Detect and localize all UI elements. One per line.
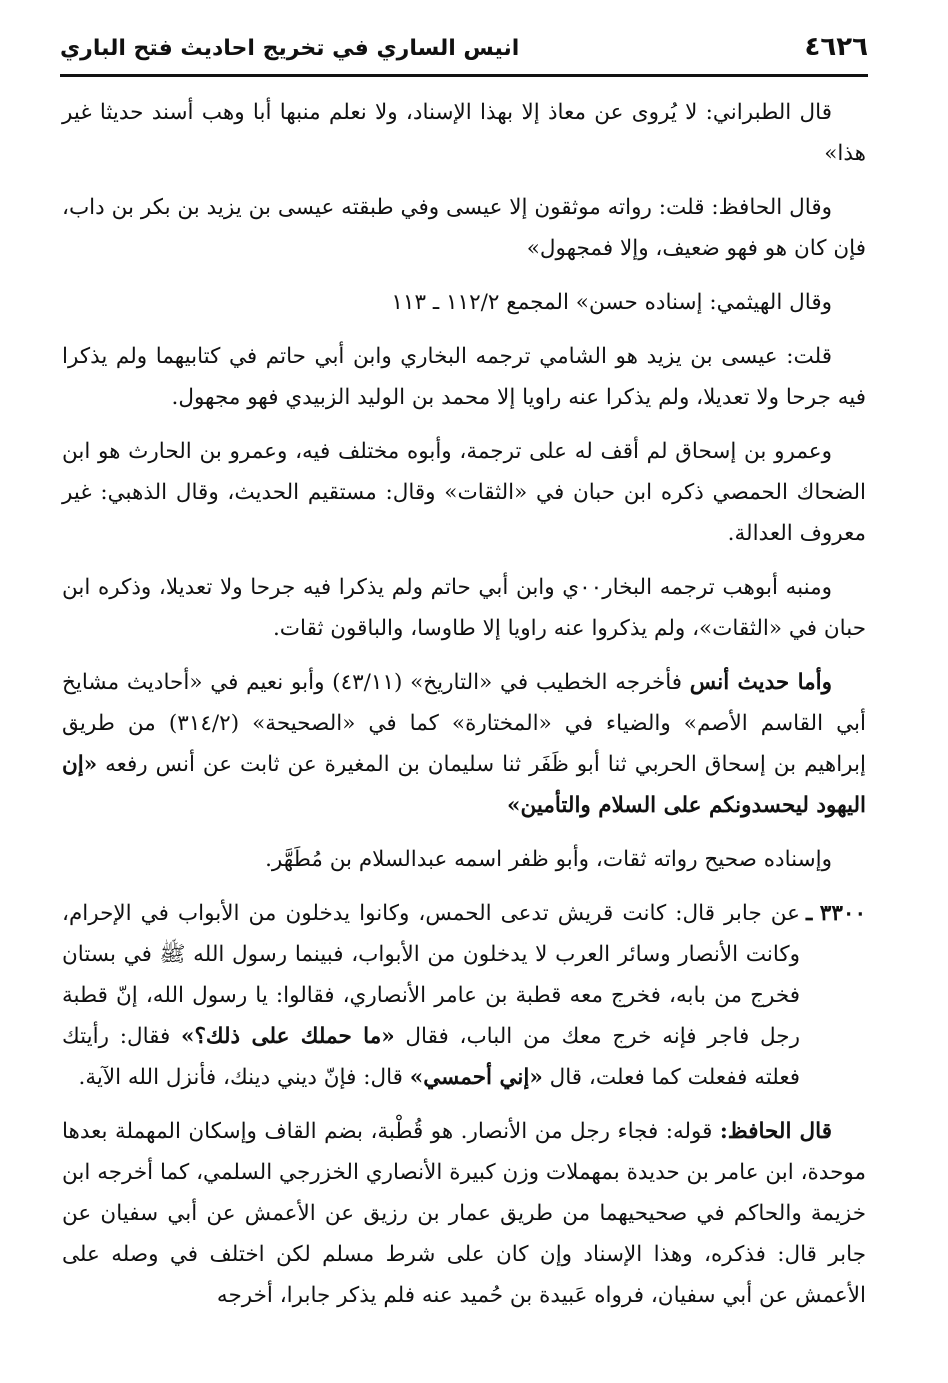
paragraph-amr-bin-ishaq: [62, 431, 866, 554]
paragraph-text: وعمرو بن إسحاق لم أقف له على ترجمة، وأبوه مختلف فيه، وعمرو بن الحارث هو ابن الضحاك الحمصي ذكره ابن حبان في «الثقات» وقال: مستقيم الحديث، وقال الذهبي: غير معروف العدالة.: [62, 439, 866, 546]
paragraph-isa-bin-yazid: [62, 336, 866, 418]
paragraph-isnad-sahih: [62, 839, 866, 880]
paragraph-hafiz-commentary: [62, 1111, 866, 1316]
paragraph-lead: وأما حديث أنس: [689, 670, 833, 695]
paragraph-text: قوله: فجاء رجل من الأنصار. هو قُطْبة، بضم القاف وإسكان المهملة بعدها موحدة، ابن عامر بن حديدة بمهملات وزن كبيرة الأنصاري الخزرجي السلمي، كما أخرجه ابن خزيمة والحاكم في صحيحيهما من طريق عمار بن رزيق عن الأعمش عن أبي سفيان عن جابر قال: فذكره، وهذا الإسناد وإن كان على شرط مسلم لكن اختلف في وصله على الأعمش عن أبي سفيان، فرواه عَبيدة بن حُميد عنه فلم يذكر جابرا، أخرجه: [62, 1119, 866, 1308]
page-number: ٤٦٢٦: [804, 32, 868, 62]
paragraph-text: وقال الهيثمي: إسناده حسن» المجمع ١١٢/٢ ـ ١١٣: [391, 290, 832, 315]
prophet-quote: «إني أحمسي»: [409, 1065, 543, 1090]
hadith-text-part: عن جابر قال: كانت قريش تدعى الحمس، وكانوا يدخلون من الأبواب في الإحرام، وكانت الأنصار وسائر العرب لا يدخلون من الأبواب، فبينما رسول الله ﷺ في بستان فخرج من بابه، فخرج معه قطبة بن عامر الأنصاري، فقالوا: يا رسول الله، إنّ قطبة رجل فاجر فإنه خرج معك من الباب، فقال: [62, 901, 800, 1049]
hadith-text-part: قال: فإنّ ديني دينك، فأنزل الله الآية.: [78, 1065, 410, 1090]
hadith-text-part: فقال: رأيتك فعلته ففعلت كما فعلت، قال: [62, 1024, 800, 1090]
paragraph-tabarani: [62, 92, 866, 174]
book-title: انيس الساري في تخريج احاديث فتح الباري: [60, 36, 520, 61]
hadith-entry: [62, 893, 866, 1098]
paragraph-lead: قال الحافظ:: [719, 1119, 832, 1144]
prophet-quote: «ما حملك على ذلك؟»: [181, 1024, 395, 1049]
running-header: [60, 32, 868, 77]
hadith-quote: «إن اليهود ليحسدونكم على السلام والتأمين»: [62, 752, 866, 818]
page-body: [62, 92, 866, 1329]
paragraph-text: قلت: عيسى بن يزيد هو الشامي ترجمه البخاري وابن أبي حاتم في كتابيهما ولم يذكرا فيه جرحا ولا تعديلا، ولم يذكرا عنه راويا إلا محمد بن الوليد الزبيدي فهو مجهول.: [62, 344, 866, 410]
paragraph-text: وقال الحافظ: قلت: رواته موثقون إلا عيسى وفي طبقته عيسى بن يزيد بن بكر بن داب، فإن كان هو فهو ضعيف، وإلا فمجهول»: [62, 195, 866, 261]
paragraph-anas-hadith: [62, 662, 866, 826]
paragraph-text: قال الطبراني: لا يُروى عن معاذ إلا بهذا الإسناد، ولا نعلم منبها أبا وهب أسند حديثا غير هذا»: [62, 100, 866, 166]
paragraph-text: فأخرجه الخطيب في «التاريخ» (٤٣/١١) وأبو نعيم في «أحاديث مشايخ أبي القاسم الأصم» والضياء في «المختارة» كما في «الصحيحة» (٣١٤/٢) من طريق إبراهيم بن إسحاق الحربي ثنا أبو ظَفَر ثنا سليمان بن المغيرة عن ثابت عن أنس رفعه: [62, 670, 866, 777]
paragraph-haythami: [62, 282, 866, 323]
paragraph-text: وإسناده صحيح رواته ثقات، وأبو ظفر اسمه عبدالسلام بن مُطَهَّر.: [265, 847, 832, 872]
paragraph-hafiz-narrators: [62, 187, 866, 269]
paragraph-munabbih: [62, 567, 866, 649]
paragraph-text: ومنبه أبوهب ترجمه البخار٠٠ي وابن أبي حاتم ولم يذكرا فيه جرحا ولا تعديلا، وذكره ابن حبان في «الثقات»، ولم يذكروا عنه راويا إلا طاوسا، والباقون ثقات.: [62, 575, 866, 641]
hadith-number: ٣٣٠٠ ـ: [806, 901, 866, 926]
hadith-text: [62, 893, 800, 1098]
